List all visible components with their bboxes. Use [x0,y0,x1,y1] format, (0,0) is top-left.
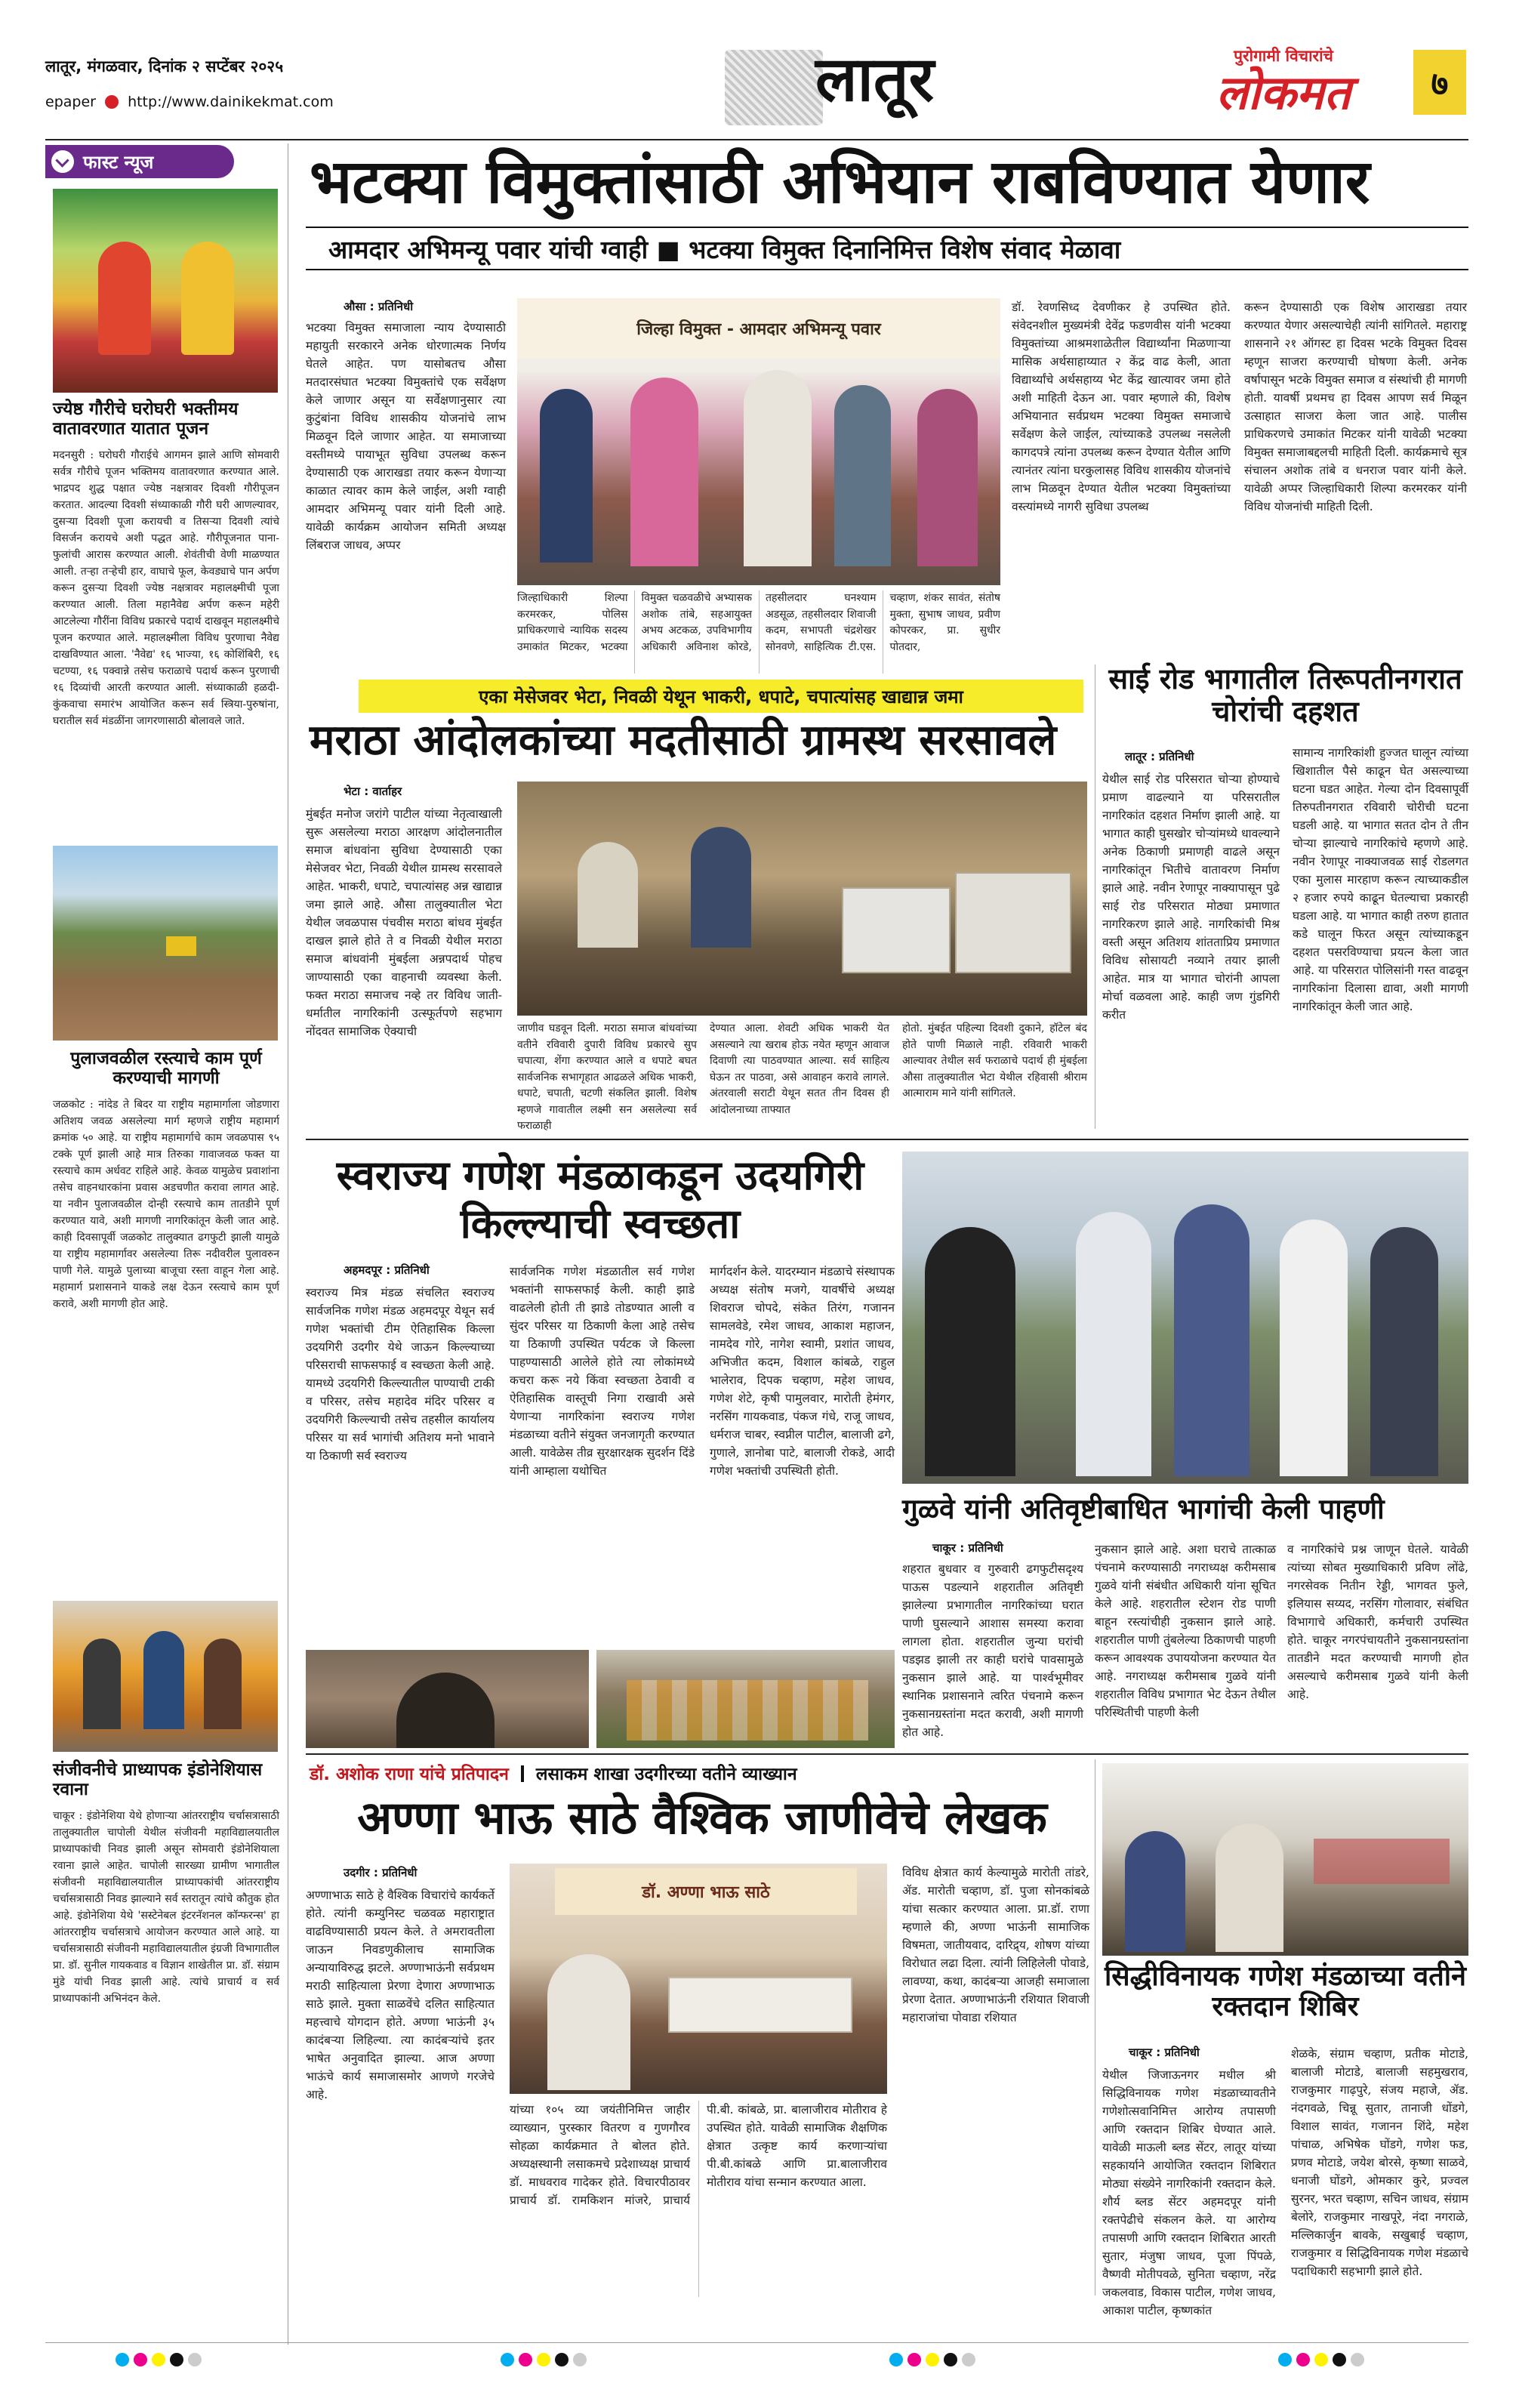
swarajya-col-2: सार्वजनिक गणेश मंडळातील सर्व गणेश भक्तांनी साफसफाई केली. काही झाडे वाढलेली होती ती झाडे तोडण्यात आली व सुंदर परिसर या ठिकाणी केला आहे तसेच या ठिकाणी उपस्थित पर्यटक जे किल्ला पाहण्यासाठी आलेले होते त्या लोकांमध्ये कचरा करू नये किंवा स्वच्छता ठेवावी व ऐतिहासिक वास्तूची निगा राखावी असे येणाऱ्या नागरिकांना स्वराज्य गणेश मंडळाच्या वतीने संयुक्त जनजागृती करण्यात आली. यावेळेस तीव्र सुरक्षारक्षक सुदर्शन दिंडे यांनी आम्हाला यथोचित [510,1265,695,1478]
gauri-puja-photo [53,189,278,393]
chevron-down-icon [51,150,74,173]
gulve-headline: गुळवे यांनी अतिवृष्टीबाधित भागांची केली पाहणी [902,1493,1385,1525]
dateline: लातूर, मंगळवार, दिनांक २ सप्टेंबर २०२५ [45,57,284,76]
registration-dot [962,2353,975,2366]
registration-dot [1296,2353,1310,2366]
reg-group-center-left [498,2353,589,2369]
sidebar-body-2: जळकोट : नांदेड ते बिदर या राष्ट्रीय महामार्गाला जोडणारा अतिशय जवळ असलेल्या मार्ग म्हणजे राष्ट्रीय महामार्ग क्रमांक ५० आहे. या राष्ट्रीय महामार्गाचे काम जवळपास ९५ टक्के पूर्ण झाली आहे मात्र तिरुका गावाजवळ फक्त या रस्त्याचे काम अर्धवट राहिले आहे. केवळ यामुळेच प्रवाशांना तसेच वाहनधारकांना प्रवास अडचणीत करावा लागत आहे. या नवीन पुलाजवळील दोन्ही रस्त्याचे काम तातडीने पूर्ण करण्यात यावे, अशी मागणी नागरिकांतून केली जात आहे. काही दिवसापूर्वी जळकोट तालुक्यात ढगफुटी झाली यामुळे या राष्ट्रीय महामार्गावर असलेल्या तिरू नदीवरील पुलावरुन पाणी गेले. यामुळे पुलाच्या बाजूचा रस्ता वाहून गेला आहे. महामार्ग प्रशासनाने याकडे लक्ष देऊन रस्त्याचे काम पूर्ण करावे, अशी मागणी होत आहे. [53,1099,279,1310]
epaper-label: epaper [45,94,96,110]
annabhau-kicker-bold: डॉ. अशोक राणा यांचे प्रतिपादन [310,1765,509,1784]
sai-road-dateline: लातूर : प्रतिनिधी [1125,750,1194,763]
siddhi-dateline: चाकूर : प्रतिनिधी [1129,2046,1200,2059]
registration-dot [573,2353,587,2366]
registration-dot [1333,2353,1346,2366]
annabhau-kicker [310,1761,1095,1785]
swarajya-col-1: स्वराज्य मित्र मंडळ संचलित स्वराज्य सार्वजनिक गणेश मंडळ अहमदपूर येथून सर्व गणेश भक्तांची टीम ऐतिहासिक किल्ला उदयगिरी उदगीर येथे जाऊन किल्ल्याच्या परिसराची साफसफाई व स्वच्छता केली आहे. यामध्ये उदयगिरी किल्ल्यातील पाण्याची टाकी व परिसर, तसेच महादेव मंदिर परिसर व उदयगिरी किल्ल्याची तसेच तहसील कार्यालय परिसर या सर्व भागांची अतिशय मनो भावाने या ठिकाणी सर्व स्वराज्य [306,1286,495,1463]
sai-road-col-1: येथील साई रोड परिसरात चोऱ्या होण्याचे प्रमाण वाढल्याने या परिसरातील नागरिकांत दहशत निर्माण झाली आहे. या भागात काही घुसखोर चोऱ्यांमध्ये धावल्याने अनेक ठिकाणी प्रमाणही वाढले असून नागरिकांतून भितीचे वातावरण निर्माण झाले आहे. नवीन रेणापूर नाक्यापासून पुढे साई रोड परिसरात मोठ्या प्रमाणात नागरिकरण झाले आहे. नागरिकांची मिश्र वस्ती असून अतिशय शांतताप्रिय प्रमाणात विविध सोसायटी नव्याने तयार झाली आहेत. मात्र या भागात चोरांनी आपला मोर्चा वळवला आहे. काही जण गुंडगिरी करीत [1102,772,1280,1022]
annabhau-headline: अण्णा भाऊ साठे वैश्विक जाणीवेचे लेखक [357,1792,1047,1845]
masthead-rule [45,139,1468,140]
globe-icon [105,95,119,109]
gulve-photo [902,1152,1468,1484]
reg-group-center-right [887,2353,978,2369]
maratha-photo [517,782,1087,1016]
page-number-badge [1413,50,1466,115]
registration-dot [907,2353,921,2366]
sidebar-body-1: मदनसुरी : घरोघरी गौराईचे आगमन झाले आणि सोमवारी सर्वत्र गौरीचे पूजन भक्तिमय वातावरणात करण्यात आले. भाद्रपद शुद्ध पक्षात ज्येष्ठ नक्षत्रावर दिवशी गौरीपूजन करतात. आदल्या दिवशी संध्याकाळी गौरी घरी आणल्यावर, दुसऱ्या दिवशी पूजा करायची व तिसऱ्या दिवशी त्यांचे विसर्जन करायचे अशी पद्धत आहे. गौरीपूजनात पाना-फुलांची आरास करण्यात आली. शेवंतीची वेणी माळण्यात आली. तऱ्हा तऱ्हेची हार, वाघाचे फूल, केवड्याचे पान अर्पण करून दुसऱ्या दिवशी ज्येष्ठ नक्षत्रावर महालक्ष्मीची पूजा करण्यात आली. तिला महानैवेद्य अर्पण करून महेरी आटलेल्या गौरींना विविध प्रकारचे पदार्थ दाखवून महालक्ष्मीचे पूजन करण्यात आले. महालक्ष्मीला विविध पुरणाचा नैवेद्य दाखविण्यात आला. 'नैवेद्य' १६ भाज्या, १६ कोशिंबिरी, १६ चटण्या, १६ पक्वान्ने तसेच फराळाचे पदार्थ करून पुरणाची १६ दिव्यांची आरती करण्यात आली. संध्याकाळी हळदी-कुंकवाचा समारंभ आयोजित करून सर्व स्त्रिया-पुरुषांना, घरातील सर्व मंडळींना जागरणासाठी बोलावले जाते. [53,449,279,727]
reg-group-right [1276,2353,1367,2369]
maratha-col-2: जाणीव घडवून दिली. मराठा समाज बांधवांच्या वतीने रविवारी दुपारी विविध प्रकारचे सुप चपात्या, शेंगा करण्यात आले व धपाटे बघत सार्वजनिक सभागृहात आढळले अधिक भाकरी, धपाटे, चपाती, चटणी संकलित झाली. विशेष म्हणजे गावातील लक्ष्मी सन असलेल्या सर्व फराळाही [517,1022,697,1132]
sai-road-col-2: सामान्य नागरिकांशी हुज्जत घालून त्यांच्या खिशातील पैसे काढून घेत असल्याच्या घटना घडत आहेत. गेल्या दोन दिवसापूर्वी तिरुपतीनगरात रविवारी चोरीची घटना घडली आहे. या भागात सतत दोन ते तीन चोऱ्या झाल्याचे नागरिकांचे म्हणणे आहे. नवीन रेणापूर नाक्याजवळ साई रोडलगत एका मुलास मारहाण करून त्याच्याकडील २ हजार रुपये काढून घेतल्याचा प्रकारही घडला आहे. या भागात काही तरुण हातात कडे घालून फिरत असून त्यांच्याकडून दहशत पसरविण्याचा प्रयत्न केला जात आहे. या परिसरात पोलिसांनी गस्त वाढवून नागरिकांना दिलासा द्यावा, अशी मागणी नागरिकांतून केली जात आहे. [1293,746,1468,1013]
sidebar-headline-1: ज्येष्ठ गौरीचे घरोघरी भक्तीमय वातावरणात यातात पूजन [53,399,239,439]
fast-news-sidebar [45,143,288,2345]
registration-dot [519,2353,532,2366]
registration-dot [152,2353,165,2366]
lead-headline: भटक्या विमुक्तांसाठी अभियान राबविण्यात येणार [310,146,1370,217]
annabhau-kicker-rest: लसाकम शाखा उदगीरच्या वतीने व्याख्यान [535,1765,797,1784]
page-number: ७ [1431,65,1449,103]
masthead-ornament [725,50,823,125]
blood-donation-photo [1102,1763,1468,1956]
registration-dot [537,2353,550,2366]
section-rule-2 [306,1753,1468,1755]
road-work-photo [53,846,278,1041]
siddhi-col-2: शेळके, संग्राम चव्हाण, प्रतीक मोटाडे, बालाजी मोटाडे, बालाजी सहमुखराव, राजकुमार गाढ़पुरे, संजय महाजे, ॲड. नंदगवळे, चिन्नू सुतार, तानाजी धोंडगे, विशाल सावंत, गजानन शिंदे, महेश पांचाळ, अभिषेक घोंडगे, गणेश फड, प्रणव मोटाडे, जयेश बोरसे, कृष्णा साळवे, धनाजी घोंडगे, ओमकार कुरे, प्रज्वल सुरनर, भरत चव्हाण, सचिन जाधव, संग्राम बेलोरे, राजकुमार नाखपूरे, नंदा नगराळे, मल्लिकार्जुन बावके, सखुबाई चव्हाण, राजकुमार व सिद्धिविनायक गणेश मंडळाचे पदाधिकारी सहभागी झाले होते. [1291,2047,1468,2278]
lead-photo-banner: जिल्हा विमुक्त - आमदार अभिमन्यू पवार [517,298,1000,359]
registration-dot [116,2353,129,2366]
registration-dot [1351,2353,1364,2366]
gulve-col-2: नुकसान झाले आहे. अशा घराचे तात्काळ पंचनामे करण्यासाठी नगराध्यक्ष करीमसाब गुळवे यांनी संबंधीत अधिकारी यांना सूचित केले आहे. शहरातील स्टेशन रोड पाणी बाहून रस्त्यांचीही नुकसान झाले आहे. शहरातील पाणी तुंबलेल्या ठिकाणची पाहणी करून आवश्यक उपाययोजना करण्यात येत आहे. नगराध्यक्ष करीमसाब गुळवे यांनी शहरातील विविध प्रभागात भेट देऊन तेथील परिस्थितीची पाहणी केली [1095,1543,1276,1719]
gulve-col-1: शहरात बुधवार व गुरुवारी ढगफुटीसदृश्य पाऊस पडल्याने शहरातील अतिवृष्टी झालेल्या प्रभागातील नागरिकांच्या घरात पाणी घुसल्याने आशास समस्या करावा लागला होता. शहरातील जुन्या घरांची पडझड झाली तर काही घरांचे पावसामुळे नुकसान झाले आहे. या पार्श्वभूमीवर स्थानिक प्रशासनाने त्वरित पंचनामे करून नुकसानग्रस्तांना मदत करावी, अशी मागणी होत आहे. [902,1562,1083,1739]
annabhau-photo-banner: डॉ. अण्णा भाऊ साठे [555,1868,857,1915]
annabhau-photo-caption: यांच्या १०५ व्या जयंतीनिमित्त जाहीर व्याख्यान, पुरस्कार वितरण व गुणगौरव सोहळा कार्यक्रमात ते बोलत होते. अध्यक्षस्थानी लसाकमचे प्रदेशाध्यक्ष प्राचार्य डॉ. माधवराव गादेकर होते. विचारपीठावर प्राचार्य डॉ. रामकिशन मांजरे, प्राचार्य पी.बी. कांबळे, प्रा. बालाजीराव मोतीराव हे उपस्थित होते. यावेळी सामाजिक शैक्षणिक क्षेत्रात उत्कृष्ट कार्य करणाऱ्यांचा पी.बी.कांबळे आणि प्रा.बालाजीराव मोतीराव यांचा सन्मान करण्यात आला. [510,2103,887,2207]
annabhau-dateline: उदगीर : प्रतिनिधी [344,1866,418,1879]
footer-rule [45,2342,1468,2343]
swarajya-dateline: अहमदपूर : प्रतिनिधी [344,1263,430,1277]
kicker-separator [521,1765,524,1782]
maratha-kicker: एका मेसेजवर भेटा, निवळी येथून भाकरी, धपाटे, चपात्यांसह खाद्यान्न जमा [479,686,963,708]
brand-tagline: पुरोगामी विचारांचे [1234,47,1333,65]
fort-photo-2 [596,1650,895,1748]
registration-marks [0,2345,1516,2376]
swarajya-headline: स्वराज्य गणेश मंडळाकडून उदयगिरी किल्ल्याची स्वच्छता [336,1152,864,1247]
fast-news-title: फास्ट न्यूज [83,151,154,173]
registration-dot [134,2353,147,2366]
registration-dot [889,2353,903,2366]
brand-logo [1170,45,1397,127]
maratha-col-3: देण्यात आला. शेवटी अधिक भाकरी येत असल्याने त्या खराब होऊ नयेत म्हणून आवाज दिवाणी त्या पाठवण्यात आल्या. सर्व साहित्य घेऊन तर पाठवा, असे आवाहन करावे लागले. अंतरवाली सराटी येथून सतत तीन दिवस ही आंदोलनाच्या ताफ्यात [710,1022,889,1116]
professor-photo [53,1601,278,1752]
fast-news-header [45,145,234,178]
registration-dot [501,2353,514,2366]
reg-group-left [113,2353,204,2369]
registration-dot [944,2353,957,2366]
brand-name: लोकमत [1216,65,1351,120]
maratha-col-1: मुंबईत मनोज जरांगे पाटील यांच्या नेतृत्वाखाली सुरू असलेल्या मराठा आरक्षण आंदोलनातील समाज बांधवांना सुविधा देण्यासाठी एका मेसेजवर भेटा, निवळी येथील ग्रामस्थ सरसावले आहेत. भाकरी, धपाटे, चपात्यांसह अन्न खाद्यान्न जमा झाले आहे. औसा तालुक्यातील भेटा येथील जवळपास पंचवीस मराठा बांधव मुंबईत दाखल झाले होते ते व निवळी येथील मराठा समाज बांधवांनी मुंबईला अन्नपदार्थ पोहच जाण्यासाठी एका वाहनाची व्यवस्था केली. फक्त मराठा समाजच नव्हे तर विविध जाती-धर्मातील नागरिकांनी उत्स्फूर्तपणे सहभाग नोंदवत सामाजिक ऐक्याची [306,807,502,1038]
lead-col-1: भटक्या विमुक्त समाजाला न्याय देण्यासाठी महायुती सरकारने अनेक धोरणात्मक निर्णय घेतले आहेत. पण यासोबतच औसा मतदारसंघात भटक्या विमुक्तांचे एक सर्वेक्षण केले जाणार असून या सर्वेक्षणानुसार त्या कुटुंबांना विविध शासकीय योजनांचे लाभ मिळवून दिले जाणार आहेत. या समाजाच्या वस्तीमध्ये पायाभूत सुविधा उपलब्ध करून देण्यासाठी एक आराखडा तयार करून येणाऱ्या काळात त्यावर काम केले जाईल, अशी ग्वाही आमदार अभिमन्यू पवार यांनी दिली आहे. यावेळी कार्यक्रम आयोजन समिती अध्यक्ष लिंबराज जाधव, अप्पर [306,321,506,552]
siddhi-headline: सिद्धीविनायक गणेश मंडळाच्या वतीने रक्तदान शिबिर [1104,1961,1467,2023]
site-url: http://www.dainikekmat.com [128,94,334,110]
maratha-headline: मराठा आंदोलकांच्या मदतीसाठी ग्रामस्थ सरसावले [310,716,1057,765]
gulve-dateline: चाकूर : प्रतिनिधी [932,1541,1003,1555]
lead-subhead-bar [306,227,1468,270]
sai-road-headline: साई रोड भागातील तिरूपतीनगरात चोरांची दहशत [1108,662,1462,728]
lead-photo [517,298,1000,585]
annabhau-col-3: विविध क्षेत्रात कार्य केल्यामुळे मारोती तांडरे, ॲड. मारोती चव्हाण, डॉ. पुजा सोनकांबळे यांचा सत्कार करण्यात आला. प्रा.डॉ. राणा म्हणाले की, अण्णा भाऊंनी सामाजिक विषमता, जातीयवाद, दारिद्र्य, शोषण यांच्या विरोधात लढा दिला. त्यांनी लिहिलेली पोवाडे, लावण्या, कथा, कादंबऱ्या आजही समाजाला प्रेरणा देतात. अण्णाभाऊंनी रशियात शिवाजी महाराजांचा पोवाडा रशियात [902,1866,1089,2024]
registration-dot [1314,2353,1328,2366]
fort-photo-1 [306,1650,589,1748]
gulve-col-3: व नागरिकांचे प्रश्न जाणून घेतले. यावेळी त्यांच्या सोबत मुख्याधिकारी प्रविण लोंढे, नगरसेवक नितीन रेड्डी, भागवत फुले, इलियास सय्यद, नरसिंग गोलावार, संबंधित विभागाचे अधिकारी, कर्मचारी उपस्थित होते. चाकूर नगरपंचायतीने नुकसानग्रस्तांना तातडीने मदत करण्याची मागणी होत असल्याचे करीमसाब गुळवे यांनी केली आहे. [1287,1543,1468,1701]
sidebar-headline-3: संजीवनीचे प्राध्यापक इंडोनेशियास रवाना [53,1760,263,1799]
lead-col-4: करून देण्यासाठी एक विशेष आराखडा तयार करण्यात येणार असल्याचेही त्यांनी सांगितले. महाराष्ट्र शासनाने २१ ऑगस्ट हा दिवस भटके विमुक्त दिवस म्हणून साजरा करण्याची घोषणा केली. अनेक वर्षापासून भटके विमुक्त समाज व संस्थांची ही मागणी होती. यावर्षी प्रथमच हा दिवस आपण सर्व मिळून उत्साहात साजरा केला जात आहे. पालीस प्राधिकरणचे उमाकांत मिटकर यांनी यावेळी भटक्या विमुक्त समाजाबद्दलची माहिती दिली. कार्यक्रमाचे सूत्र संचालन अशोक तांबे व धनराज पवार यांनी केले. यावेळी अप्पर जिल्हाधिकारी शिल्पा करमरकर यांनी विविध योजनांची माहिती दिली. [1244,301,1467,513]
registration-dot [188,2353,202,2366]
masthead [45,45,1487,136]
section-rule-1 [306,1139,1468,1140]
maratha-kicker-bar [359,680,1083,713]
maratha-dateline: भेटा : वार्ताहर [344,785,402,798]
lead-subhead: आमदार अभिमन्यू पवार यांची ग्वाही ■ भटक्या विमुक्त दिनानिमित्त विशेष संवाद मेळावा [328,234,1121,264]
siddhi-col-1: येथील जिजाऊनगर मधील श्री सिद्धिविनायक गणेश मंडळाच्यावतीने गणेशोत्सवानिमित्त आरोग्य तपासणी आणि रक्तदान शिबिर घेण्यात आले. यावेळी माऊली ब्लड सेंटर, लातूर यांच्या सहकार्याने आयोजित रक्तदान शिबिरात मोठ्या संख्येने नागरिकांनी रक्तदान केले. शौर्य ब्लड सेंटर अहमदपूर यांनी रक्तपेढीचे संकलन केले. या आरोग्य तपासणी आणि रक्तदान शिबिरात आरती सुतार, मंजुषा जाधव, पूजा पिंपळे, वैष्णवी मोतीपवळे, सुनिता चव्हाण, नरेंद्र जकलवाड, विकास पाटील, गणेश जाधव, आकाश पाटील, कृष्णकांत [1102,2068,1276,2317]
sidebar-headline-2: पुलाजवळील रस्त्याचे काम पूर्ण करण्याची मागणी [70,1049,262,1088]
maratha-col-4: होतो. मुंबईत पहिल्या दिवशी दुकाने, हॉटेल बंद होते पाणी मिळाले नाही. रविवारी भाकरी आल्यावर तेथील सर्व फराळाचे पदार्थ ही मुंबईला औसा तालुक्यातील भेटा येथील रहिवासी श्रीराम आत्माराम माने यांनी सांगितले. [902,1022,1087,1099]
swarajya-col-3: मार्गदर्शन केले. यादरम्यान मंडळाचे संस्थापक अध्यक्ष संतोष मजगे, यावर्षीचे अध्यक्ष शिवराज चोपदे, संकेत तिरंग, गजानन सामलवेडे, रमेश जाधव, आकाश महाजन, नामदेव गोरे, नागेश स्वामी, प्रशांत जाधव, अभिजीत कदम, विशाल कांबळे, राहुल भालेराव, दिपक चव्हाण, महेश जाधव, गणेश शेटे, कृषी पामुलवार, मारोती हेमंगर, नरसिंग गायकवाड, पंकज गंधे, राजू जाधव, धर्मराज चाबर, स्वप्नील पाटील, बालाजी ढगे, गुणाले, ज्ञानोबा पाटे, बालाजी रोकडे, आदी गणेश भक्तांची उपस्थिती होती. [710,1265,895,1478]
lead-photo-caption: जिल्हाधिकारी शिल्पा करमरकर, पोलिस प्राधिकरणाचे न्यायिक सदस्य उमाकांत मिटकर, भटक्या विमुक्त चळवळीचे अभ्यासक अशोक तांबे, सहआयुक्त अभय अटकळ, उपविभागीय अधिकारी अविनाश कोरडे, तहसीलदार घनश्याम अडसूळ, तहसीलदार शिवाजी कदम, सभापती चंद्रशेखर सोनवणे, साहित्यिक टी.एस. चव्हाण, शंकर सावंत, संतोष मुक्ता, सुभाष जाधव, प्रवीण कोपरकर, प्रा. सुधीर पोतदार, [517,592,1000,653]
registration-dot [555,2353,568,2366]
sidebar-body-3: चाकूर : इंडोनेशिया येथे होणाऱ्या आंतरराष्ट्रीय चर्चासत्रासाठी तालुक्यातील चापोली येथील संजीवनी महाविद्यालयातील प्राध्यापकांची निवड झाली असून सोमवारी इंडोनेशियाला रवाना झाले आहेत. चापोली सारख्या ग्रामीण भागातील संजीवनी महाविद्यालयातील प्राध्यापकांची आंतरराष्ट्रीय चर्चासत्रासाठी निवड झाल्याने सर्व स्तरातून त्यांचे कौतुक होत आहे. इंडोनेशिया येथे 'सस्टेनेबल इंटरनॅशनल कॉन्फरन्स' हा आंतरराष्ट्रीय चर्चासत्राचे आयोजन करण्यात आले आहे. या चर्चासत्रासाठी संजीवनी महाविद्यालयातील इंग्रजी विभागातील प्रा. डॉ. सुनील गायकवाड व विज्ञान शाखेतील प्रा. डॉ. संग्राम मुंडे यांची निवड झाली आहे. त्यांचे प्राचार्य व सर्व प्राध्यापकांनी अभिनंदन केले. [53,1810,279,2005]
registration-dot [926,2353,939,2366]
annabhau-photo [510,1864,887,2094]
lead-dateline: औसा : प्रतिनिधी [344,300,414,313]
lead-col-3: डॉ. रेवणसिध्द देवणीकर हे उपस्थित होते. संवेदनशील मुख्यमंत्री देवेंद्र फडणवीस यांनी भटक्या विमुक्तांच्या आश्रमशाळेतील विद्यार्थ्यांना मिळणाऱ्या मासिक अर्थसाहाय्यात २ केंद्र वाढ केली, आता विद्यार्थ्यांचे अर्थसहाय्य भेट केंद्र खात्यावर जमा होते अशी माहिती देऊन आ. पवार म्हणाले की, विशेष अभियानात सर्वप्रथम भटक्या विमुक्त समाजाचे सर्वेक्षण केले जाईल, त्यांच्याकडे उपलब्ध नसलेली कागदपत्रे त्यांना उपलब्ध करून देण्यात येतील आणि त्यानंतर त्यांना घरकुलासह विविध शासकीय योजनांचे लाभ मिळवून देण्यात येतील भटक्या विमुक्तांच्या वस्त्यांमध्ये नागरी सुविधा उपलब्ध [1012,301,1231,513]
edition-title: लातूर [815,43,935,116]
annabhau-col-1: अण्णाभाऊ साठे हे वैश्विक विचारांचे कार्यकर्ते होते. त्यांनी कम्युनिस्ट चळवळ महाराष्ट्रात वाढविण्यासाठी प्रयत्न केले. ते अमरावतीला जाऊन निवडणुकीलाच सामाजिक अन्यायाविरुद्ध झटले. अण्णाभाऊंनी सर्वप्रथम मराठी साहित्याला प्रेरणा देणारा अण्णाभाऊ साठे झाले. मुक्ता साळवेंचे दलित साहित्यात महत्त्वाचे योगदान होते. अण्णा भाऊंनी ३५ कादंबऱ्या लिहिल्या. त्या कादंबऱ्यांचे इतर भाषेत अनुवादित झाल्या. आज अण्णा भाऊंचे कार्य समाजासमोर आणणे गरजेचे आहे. [306,1888,495,2101]
epaper-link[interactable] [45,94,334,110]
registration-dot [1278,2353,1292,2366]
registration-dot [170,2353,183,2366]
